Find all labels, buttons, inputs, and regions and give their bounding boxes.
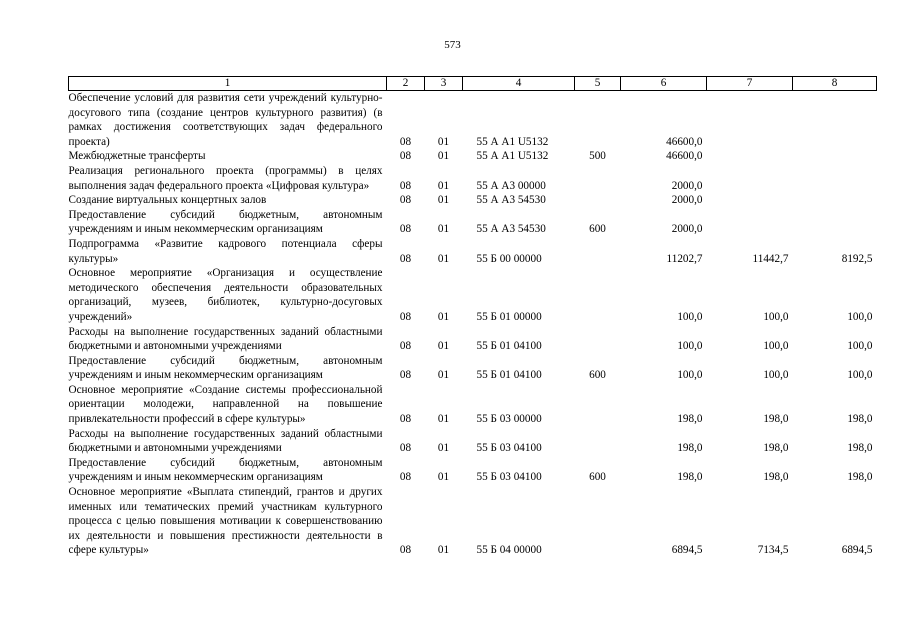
amount-col8-cell: 100,0 [847, 369, 873, 382]
subsection-code-cell: 01 [437, 194, 450, 207]
table-row [69, 354, 877, 383]
subsection-code-cell: 01 [437, 135, 450, 148]
subsection-code-cell: 01 [437, 150, 450, 163]
amount-col6-cell: 6894,5 [671, 544, 703, 557]
amount-col8-cell: 6894,5 [841, 544, 873, 557]
table-row [69, 208, 877, 237]
table-row [69, 427, 877, 456]
column-header: 5 [575, 77, 621, 91]
subsection-code-cell: 01 [437, 471, 450, 484]
row-name-cell: Межбюджетные трансферты [68, 150, 206, 163]
row-name-cell: Основное мероприятие «Выплата стипендий, грантов и других именных или тематических премий участникам культурного процесса с целью повышения мотивации к совершенствованию их деятельности и повышения престижности деятельности в сфере культуры» [68, 486, 383, 557]
section-code-cell: 08 [399, 442, 412, 455]
target-article-cell: 55 Б 03 04100 [476, 471, 542, 484]
amount-col7-cell: 198,0 [763, 442, 789, 455]
table-row [69, 325, 877, 354]
row-name-cell: Обеспечение условий для развития сети учреждений культурно-досугового типа (создание центров культурного развития) (в рамках достижения соответствующих задач федерального проекта) [68, 92, 383, 148]
amount-col7-cell [707, 91, 793, 150]
subsection-code-cell: 01 [437, 310, 450, 323]
amount-col6-cell: 46600,0 [666, 150, 703, 163]
section-code-cell: 08 [399, 179, 412, 192]
expense-type-cell: 600 [589, 471, 606, 484]
table-header-row [69, 77, 877, 91]
row-name-cell: Расходы на выполнение государственных заданий областными бюджетными и автономными учреждениями [68, 427, 383, 455]
amount-col8-cell: 100,0 [847, 310, 873, 323]
amount-col6-cell: 2000,0 [671, 179, 703, 192]
table-row [69, 383, 877, 427]
row-name-cell: Создание виртуальных концертных залов [68, 194, 267, 207]
amount-col7-cell: 198,0 [763, 413, 789, 426]
section-code-cell: 08 [399, 340, 412, 353]
row-name-cell: Подпрограмма «Развитие кадрового потенциала сферы культуры» [68, 237, 383, 265]
column-header: 2 [387, 77, 425, 91]
expense-type-cell [575, 325, 621, 354]
target-article-cell: 55 Б 01 04100 [476, 369, 542, 382]
expense-type-cell: 500 [589, 150, 606, 163]
amount-col6-cell: 198,0 [677, 471, 703, 484]
amount-col6-cell: 198,0 [677, 413, 703, 426]
amount-col6-cell: 100,0 [677, 340, 703, 353]
row-name-cell: Предоставление субсидий бюджетным, автономным учреждениям и иным некоммерческим организациям [68, 456, 383, 484]
subsection-code-cell: 01 [437, 442, 450, 455]
subsection-code-cell: 01 [437, 340, 450, 353]
subsection-code-cell: 01 [437, 544, 450, 557]
amount-col8-cell: 198,0 [847, 442, 873, 455]
row-name-cell: Расходы на выполнение государственных заданий областными бюджетными и автономными учреждениями [68, 325, 383, 353]
expense-type-cell [575, 91, 621, 150]
amount-col7-cell: 7134,5 [757, 544, 789, 557]
amount-col6-cell: 2000,0 [671, 194, 703, 207]
column-header: 8 [793, 77, 877, 91]
target-article-cell: 55 А А3 54530 [476, 223, 546, 236]
amount-col8-cell [793, 208, 877, 237]
expense-type-cell [575, 383, 621, 427]
expense-type-cell [575, 485, 621, 558]
row-name-cell: Предоставление субсидий бюджетным, автономным учреждениям и иным некоммерческим организациям [68, 208, 383, 236]
target-article-cell: 55 А А3 54530 [476, 194, 546, 207]
section-code-cell: 08 [399, 135, 412, 148]
budget-table [68, 76, 877, 558]
section-code-cell: 08 [399, 223, 412, 236]
target-article-cell: 55 Б 04 00000 [476, 544, 542, 557]
amount-col7-cell: 11442,7 [752, 252, 789, 265]
amount-col6-cell: 198,0 [677, 442, 703, 455]
amount-col7-cell: 198,0 [763, 471, 789, 484]
row-name-cell: Реализация регионального проекта (программы) в целях выполнения задач федерального проекта «Цифровая культура» [68, 164, 383, 192]
amount-col7-cell [707, 164, 793, 193]
amount-col8-cell: 198,0 [847, 413, 873, 426]
amount-col7-cell: 100,0 [763, 369, 789, 382]
subsection-code-cell: 01 [437, 223, 450, 236]
table-row [69, 91, 877, 150]
subsection-code-cell: 01 [437, 252, 450, 265]
amount-col8-cell [793, 91, 877, 150]
amount-col8-cell [793, 164, 877, 193]
section-code-cell: 08 [399, 544, 412, 557]
table-row [69, 149, 877, 164]
amount-col6-cell: 100,0 [677, 310, 703, 323]
column-header: 6 [621, 77, 707, 91]
expense-type-cell: 600 [589, 223, 606, 236]
target-article-cell: 55 А А1 U5132 [476, 135, 549, 148]
section-code-cell: 08 [399, 413, 412, 426]
column-header: 1 [69, 77, 387, 91]
table-row [69, 193, 877, 208]
amount-col7-cell: 100,0 [763, 340, 789, 353]
subsection-code-cell: 01 [437, 413, 450, 426]
amount-col8-cell: 198,0 [847, 471, 873, 484]
amount-col8-cell: 8192,5 [841, 252, 873, 265]
row-name-cell: Основное мероприятие «Организация и осуществление методического обеспечения деятельности образовательных организаций, музеев, библиотек, культурно-досуговых учреждений» [68, 267, 383, 323]
column-header: 7 [707, 77, 793, 91]
amount-col8-cell: 100,0 [847, 340, 873, 353]
table-row [69, 266, 877, 324]
amount-col6-cell: 11202,7 [666, 252, 703, 265]
expense-type-cell [575, 237, 621, 266]
expense-type-cell [575, 164, 621, 193]
row-name-cell: Предоставление субсидий бюджетным, автономным учреждениям и иным некоммерческим организациям [68, 354, 383, 382]
table-row [69, 164, 877, 193]
section-code-cell: 08 [399, 310, 412, 323]
expense-type-cell [575, 266, 621, 324]
section-code-cell: 08 [399, 252, 412, 265]
expense-type-cell: 600 [589, 369, 606, 382]
subsection-code-cell: 01 [437, 369, 450, 382]
table-row [69, 485, 877, 558]
amount-col8-cell [793, 193, 877, 208]
amount-col7-cell: 100,0 [763, 310, 789, 323]
amount-col7-cell [707, 193, 793, 208]
target-article-cell: 55 Б 01 00000 [476, 310, 542, 323]
amount-col6-cell: 100,0 [677, 369, 703, 382]
amount-col6-cell: 2000,0 [671, 223, 703, 236]
page-number: 573 [444, 39, 461, 51]
target-article-cell: 55 Б 03 04100 [476, 442, 542, 455]
target-article-cell: 55 А А1 U5132 [476, 150, 549, 163]
target-article-cell: 55 Б 01 04100 [476, 340, 542, 353]
table-row [69, 456, 877, 485]
row-name-cell: Основное мероприятие «Создание системы профессиональной ориентации молодежи, направленной на повышение привлекательности профессий в сфере культуры» [68, 383, 383, 426]
target-article-cell: 55 А А3 00000 [476, 179, 546, 192]
column-header: 3 [425, 77, 463, 91]
amount-col8-cell [793, 149, 877, 164]
column-header: 4 [463, 77, 575, 91]
section-code-cell: 08 [399, 150, 412, 163]
expense-type-cell [575, 427, 621, 456]
subsection-code-cell: 01 [437, 179, 450, 192]
section-code-cell: 08 [399, 369, 412, 382]
amount-col7-cell [707, 208, 793, 237]
target-article-cell: 55 Б 00 00000 [476, 252, 542, 265]
target-article-cell: 55 Б 03 00000 [476, 413, 542, 426]
expense-type-cell [575, 193, 621, 208]
section-code-cell: 08 [399, 194, 412, 207]
amount-col6-cell: 46600,0 [666, 135, 703, 148]
amount-col7-cell [707, 149, 793, 164]
section-code-cell: 08 [399, 471, 412, 484]
table-row [69, 237, 877, 266]
